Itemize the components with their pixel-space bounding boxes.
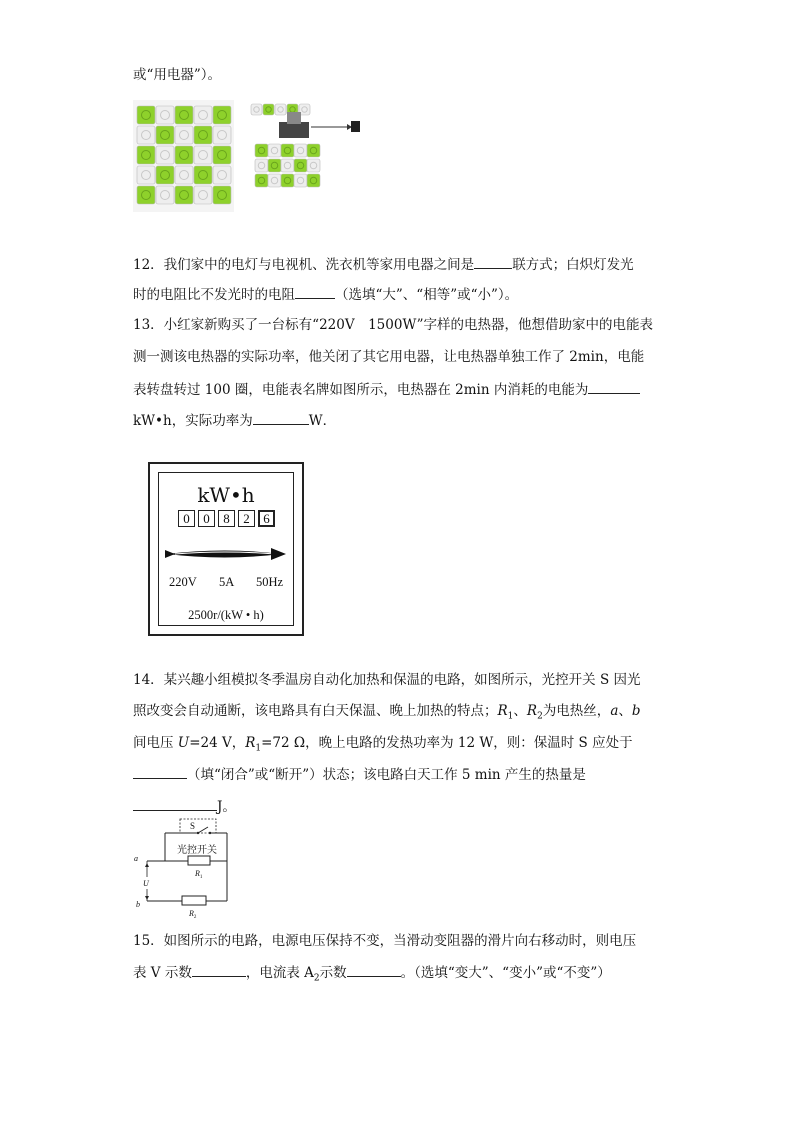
- meter-digit: 2: [238, 510, 255, 527]
- battery-icon: [351, 121, 360, 132]
- cube-tile: [213, 166, 231, 184]
- switch-box: [180, 819, 216, 833]
- cube-tile: [268, 144, 281, 157]
- meter-current: 5A: [219, 575, 235, 589]
- meter-frequency: 50Hz: [256, 575, 284, 589]
- cube-tile: [213, 106, 231, 124]
- cube-tile: [251, 104, 262, 115]
- cube-tile: [281, 144, 294, 157]
- cube-tile: [156, 186, 174, 204]
- rubiks-cube-split-image: [249, 100, 363, 192]
- cube-tile: [137, 126, 155, 144]
- cube-tile: [156, 106, 174, 124]
- cube-tile: [275, 104, 286, 115]
- cube-tile: [294, 144, 307, 157]
- cube-tile: [255, 144, 268, 157]
- q14-blank-1[interactable]: [133, 765, 187, 779]
- cube-tile: [137, 166, 155, 184]
- meter-digit: 0: [198, 510, 215, 527]
- cube-tile: [137, 146, 155, 164]
- circuit-diagram: [132, 816, 232, 920]
- switch-blade: [198, 827, 208, 833]
- q15-line-1: 15．如图所示的电路，电源电压保持不变，当滑动变阻器的滑片向右移动时，则电压: [133, 933, 637, 949]
- q13-line-2: 测一测该电热器的实际功率，他关闭了其它用电器，让电热器单独工作了 2min，电能: [133, 349, 645, 365]
- cube-tile: [213, 146, 231, 164]
- cube-tile: [281, 159, 294, 172]
- switch-label: S: [190, 821, 196, 831]
- meter-digit: 0: [178, 510, 195, 527]
- cube-tile: [156, 146, 174, 164]
- q14-line-4: （填“闭合”或“断开”）状态；该电路白天工作 5 min 产生的热量是: [133, 765, 586, 784]
- cube-tile: [194, 166, 212, 184]
- cube-tile: [307, 159, 320, 172]
- cube-tile: [263, 104, 274, 115]
- cube-face-grid: [137, 106, 231, 204]
- meter-digit-decimal: 6: [258, 510, 275, 527]
- q11-tail-text: 或“用电器”）。: [133, 67, 222, 83]
- electric-meter-figure: [148, 462, 304, 636]
- cube-tile: [294, 174, 307, 187]
- q13-blank-2[interactable]: [253, 411, 309, 425]
- q13-line-4: kW•h，实际功率为 W．: [133, 413, 337, 429]
- cube-tile: [175, 126, 193, 144]
- cube-tile: [307, 144, 320, 157]
- q15-blank-1[interactable]: [192, 963, 246, 977]
- cube-tile: [175, 186, 193, 204]
- cube-tile: [194, 106, 212, 124]
- cube-tile: [156, 166, 174, 184]
- q13-blank-1[interactable]: [588, 380, 640, 394]
- rubiks-cube-image: [133, 100, 234, 212]
- q13-line-3: 表转盘转过 100 圈，电能表名牌如图所示，电热器在 2min 内消耗的电能为: [133, 380, 640, 399]
- cube-tile: [255, 174, 268, 187]
- cube-tile: [268, 159, 281, 172]
- cube-tile: [213, 186, 231, 204]
- resistor-r1: [188, 856, 210, 865]
- cube-tile: [194, 126, 212, 144]
- q14-line-1: 14．某兴趣小组模拟冬季温房自动化加热和保温的电路，如图所示，光控开关 S 因光: [133, 672, 641, 688]
- meter-digits: [178, 510, 278, 527]
- cube-tile: [281, 174, 294, 187]
- cube-tile: [175, 146, 193, 164]
- switch-name: 光控开关: [177, 845, 217, 856]
- cube-tile: [294, 159, 307, 172]
- resistor-r2: [182, 896, 206, 905]
- cube-tile: [156, 126, 174, 144]
- meter-voltage: 220V: [169, 575, 197, 589]
- cube-tile: [307, 174, 320, 187]
- q12-line-1: 12．我们家中的电灯与电视机、洗衣机等家用电器之间是 联方式；白炽灯发光: [133, 257, 634, 273]
- q14-blank-2[interactable]: [133, 797, 217, 811]
- cube-tile: [194, 146, 212, 164]
- q14-line-5: J。: [133, 797, 236, 816]
- q12-blank-2[interactable]: [295, 285, 335, 299]
- cube-tile: [255, 159, 268, 172]
- q14-line-3: 间电压 U=24 V，$R_1=72$ Ω，晚上电路的发热功率为 12 W，则：保温时 S 应处于: [133, 735, 633, 754]
- meter-digit: 8: [218, 510, 235, 527]
- q14-line-2: 照改变会自动通断，该电路具有白天保温、晚上加热的特点；$R_1$、$R_2$为电热丝，a、b: [133, 703, 641, 722]
- meter-unit-label: kW•h: [197, 483, 255, 507]
- node-b-label: b: [136, 900, 140, 909]
- cube-tile: [194, 186, 212, 204]
- node-a-label: a: [134, 854, 138, 863]
- cube-tile: [175, 166, 193, 184]
- cube-tile: [175, 106, 193, 124]
- meter-panel: [158, 472, 294, 626]
- cube-tile: [137, 186, 155, 204]
- voltage-u-label: U: [143, 879, 149, 888]
- q12-blank-1[interactable]: [474, 255, 512, 269]
- r1-label: $R_1$: [195, 869, 203, 880]
- q15-blank-2[interactable]: [347, 963, 401, 977]
- q13-line-1: 13．小红家新购买了一台标有“220V 1500W”字样的电热器，他想借助家中的电能表: [133, 317, 653, 333]
- cube-tile: [268, 174, 281, 187]
- cube-tile: [213, 126, 231, 144]
- q12-line-2: 时的电阻比不发光时的电阻 （选填“大”、“相等”或“小”）。: [133, 287, 519, 303]
- q15-line-2: 表 V 示数 ，电流表 $A_2$示数 。（选填“变大”、“变小”或“不变”）: [133, 965, 611, 984]
- meter-rate: 2500r/(kW • h): [188, 608, 264, 622]
- cube-tile: [137, 106, 155, 124]
- meter-dial-arrow-icon: [165, 545, 287, 563]
- r2-label: $R_2$: [189, 909, 197, 920]
